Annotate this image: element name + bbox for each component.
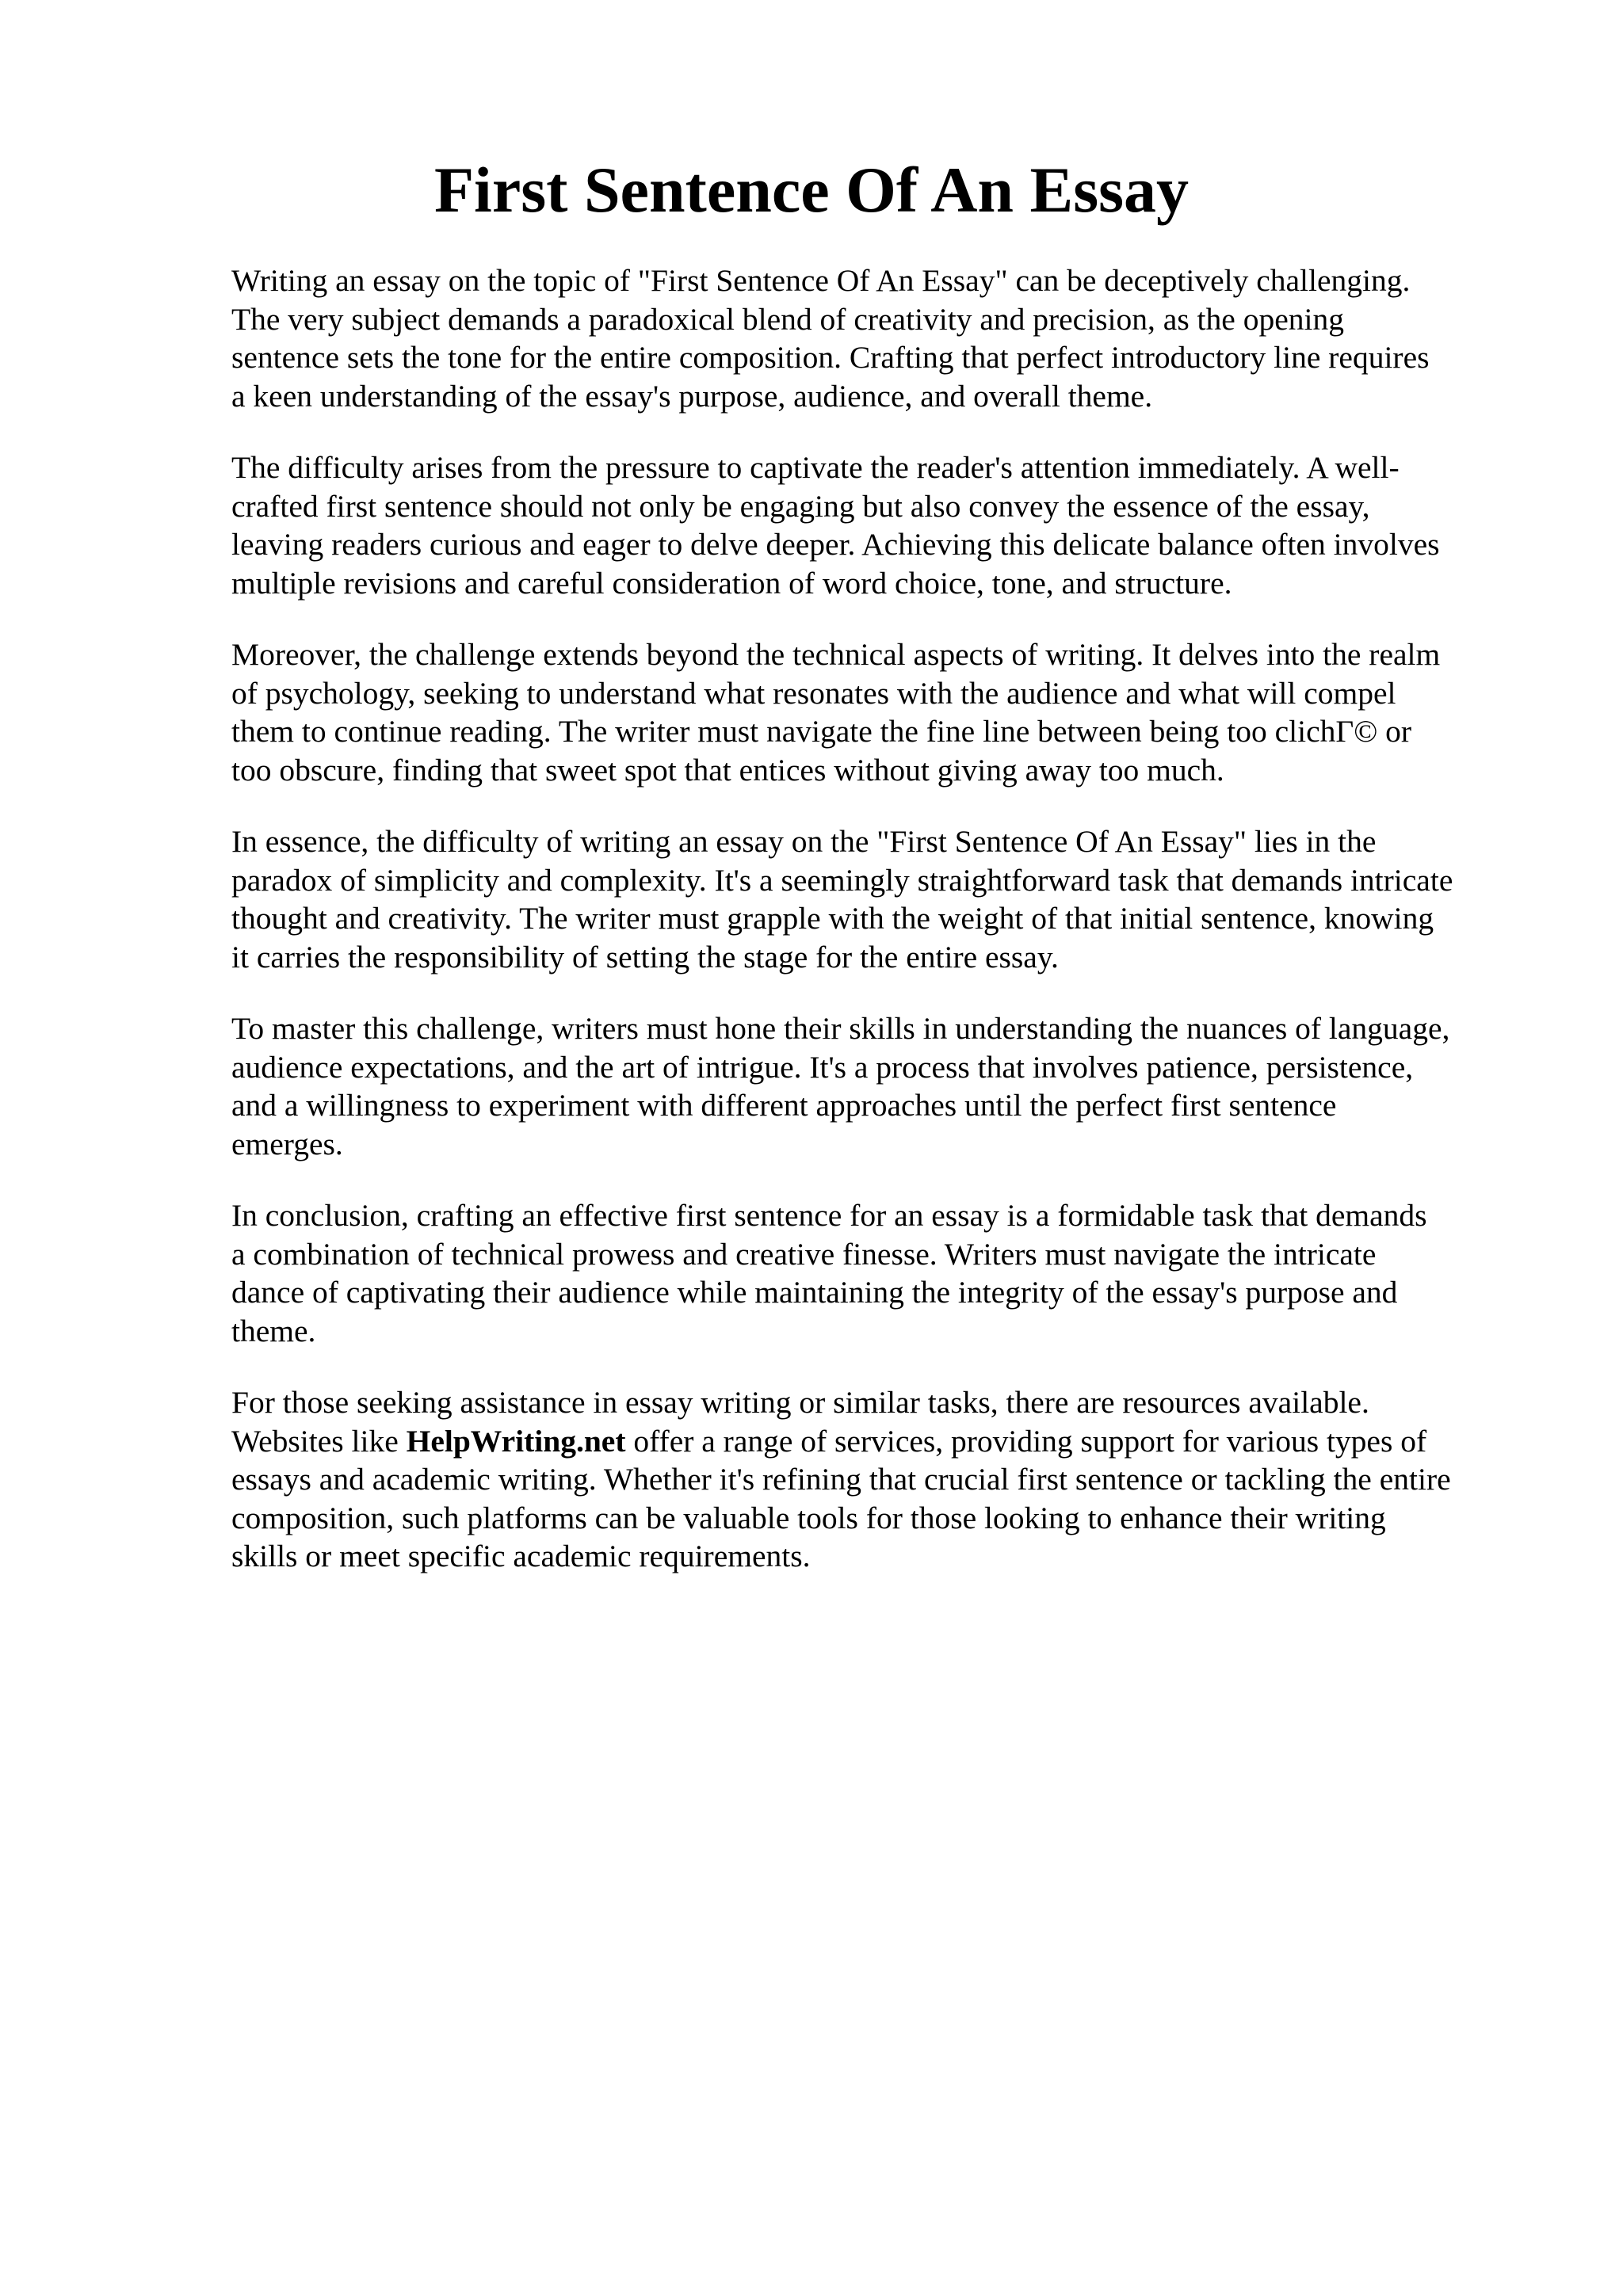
paragraph-line: them to continue reading. The writer must navigate the fine line between being too clichΓ© or bbox=[231, 714, 1412, 749]
line-text-after-link: offer a range of services, providing support for various types of bbox=[625, 1423, 1427, 1459]
paragraph-line: and a willingness to experiment with different approaches until the perfect first sentence bbox=[231, 1088, 1337, 1123]
line-text-before-link: Websites like bbox=[231, 1423, 407, 1459]
paragraph-line: audience expectations, and the art of intrigue. It's a process that involves patience, persistence, bbox=[231, 1049, 1414, 1085]
paragraph-3 bbox=[231, 635, 1531, 789]
paragraph-6 bbox=[231, 1196, 1531, 1350]
paragraph-line: sentence sets the tone for the entire composition. Crafting that perfect introductory line requires bbox=[231, 340, 1430, 375]
paragraph-line: a combination of technical prowess and creative finesse. Writers must navigate the intricate bbox=[231, 1236, 1377, 1272]
helpwriting-link[interactable]: HelpWriting.net bbox=[406, 1423, 626, 1459]
paragraph-2 bbox=[231, 448, 1531, 602]
essay-body bbox=[231, 261, 1531, 1609]
page-title: First Sentence Of An Essay bbox=[433, 154, 1190, 226]
paragraph-line: multiple revisions and careful consideration of word choice, tone, and structure. bbox=[231, 565, 1232, 601]
paragraph-line: it carries the responsibility of setting the stage for the entire essay. bbox=[231, 939, 1059, 974]
paragraph-line: dance of captivating their audience while maintaining the integrity of the essay's purpose and bbox=[231, 1275, 1398, 1310]
paragraph-line bbox=[231, 1422, 1531, 1461]
paragraph-4 bbox=[231, 822, 1531, 976]
paragraph-line: In essence, the difficulty of writing an essay on the "First Sentence Of An Essay" lies in the bbox=[231, 824, 1377, 859]
paragraph-line: Writing an essay on the topic of "First Sentence Of An Essay" can be deceptively challenging. bbox=[231, 263, 1411, 298]
paragraph-line: skills or meet specific academic requirements. bbox=[231, 1539, 811, 1573]
paragraph-7 bbox=[231, 1383, 1531, 1576]
paragraph-line: To master this challenge, writers must hone their skills in understanding the nuances of language, bbox=[231, 1011, 1450, 1046]
paragraph-line: paradox of simplicity and complexity. It's a seemingly straightforward task that demands intricate bbox=[231, 862, 1453, 898]
paragraph-line: The very subject demands a paradoxical blend of creativity and precision, as the opening bbox=[231, 301, 1344, 337]
paragraph-line: of psychology, seeking to understand what resonates with the audience and what will compel bbox=[231, 675, 1396, 711]
paragraph-line: crafted first sentence should not only be engaging but also convey the essence of the essay, bbox=[231, 488, 1370, 524]
paragraph-line: theme. bbox=[231, 1313, 316, 1348]
paragraph-line: In conclusion, crafting an effective first sentence for an essay is a formidable task that demands bbox=[231, 1198, 1427, 1233]
paragraph-line: composition, such platforms can be valuable tools for those looking to enhance their writing bbox=[231, 1500, 1386, 1535]
paragraph-line: thought and creativity. The writer must grapple with the weight of that initial sentence, knowing bbox=[231, 901, 1434, 936]
paragraph-line: emerges. bbox=[231, 1126, 343, 1161]
paragraph-line: The difficulty arises from the pressure to captivate the reader's attention immediately. A well- bbox=[231, 450, 1400, 485]
paragraph-5 bbox=[231, 1009, 1531, 1163]
paragraph-line: For those seeking assistance in essay writing or similar tasks, there are resources available. bbox=[231, 1385, 1369, 1420]
paragraph-line: a keen understanding of the essay's purpose, audience, and overall theme. bbox=[231, 378, 1153, 414]
paragraph-line: Moreover, the challenge extends beyond the technical aspects of writing. It delves into the realm bbox=[231, 637, 1441, 672]
paragraph-1 bbox=[231, 261, 1531, 415]
paragraph-line: essays and academic writing. Whether it's refining that crucial first sentence or tackling the entire bbox=[231, 1462, 1451, 1497]
paragraph-line: leaving readers curious and eager to delve deeper. Achieving this delicate balance often involves bbox=[231, 527, 1440, 562]
paragraph-line: too obscure, finding that sweet spot that entices without giving away too much. bbox=[231, 752, 1224, 788]
